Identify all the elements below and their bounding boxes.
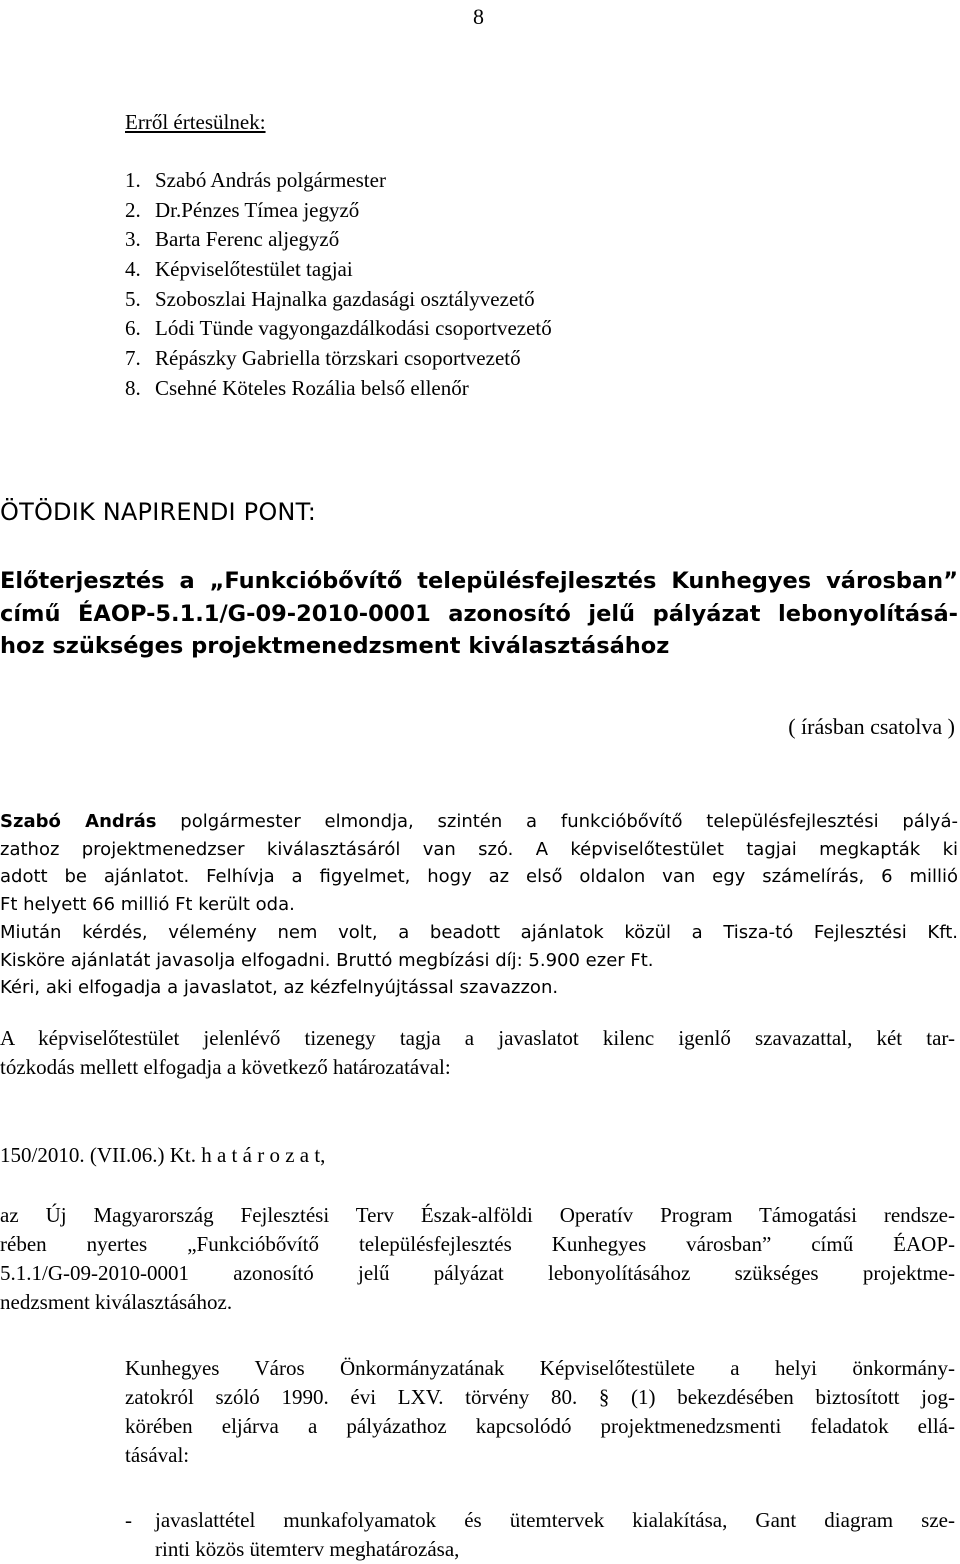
- authority-line: Kunhegyes Város Önkormányzatának Képviselőtestülete a helyi önkormány-: [125, 1356, 955, 1380]
- list-item: 5. Szoboszlai Hajnalka gazdasági osztályvezető: [125, 286, 535, 311]
- list-item: 2. Dr.Pénzes Tímea jegyző: [125, 197, 360, 222]
- dash-marker: -: [125, 1508, 132, 1532]
- resolution-line: rében nyertes „Funkcióbővítő településfejlesztés Kunhegyes városban” című ÉAOP-: [0, 1232, 955, 1256]
- discussion-line: Szabó András polgármester elmondja, szintén a funkcióbővítő településfejlesztési pályá-: [0, 811, 958, 832]
- resolution-line: 5.1.1/G-09-2010-0001 azonosító jelű pályázat lebonyolításához szükséges projektme-: [0, 1261, 955, 1285]
- resolution-word: h a t á r o z a t,: [201, 1143, 326, 1167]
- vote-paragraph: [0, 1024, 955, 1082]
- authority-line: zatokról szóló 1990. évi LXV. törvény 80. § (1) bekezdésében biztosított jog-: [125, 1385, 955, 1409]
- page-number: 8: [473, 4, 484, 29]
- attachment-note: ( írásban csatolva ): [788, 714, 955, 739]
- agenda-subject: [0, 565, 958, 663]
- vote-line: A képviselőtestület jelenlévő tizenegy tagja a javaslatot kilenc igenlő szavazattal, két tar-: [0, 1026, 955, 1050]
- task-list-item: [125, 1506, 955, 1564]
- list-item: 6. Lódi Tünde vagyongazdálkodási csoportvezető: [125, 316, 552, 341]
- discussion-line: adott be ajánlatot. Felhívja a figyelmet, hogy az első oldalon van egy számelírás, 6 millió: [0, 866, 958, 888]
- discussion-paragraph: [0, 808, 958, 1002]
- resolution-number: 150/2010. (VII.06.) Kt. h a t á r o z a t,: [0, 1143, 326, 1167]
- task-line: rinti közös ütemterv meghatározása,: [155, 1537, 460, 1561]
- discussion-line: Kisköre ajánlatát javasolja elfogadni. Bruttó megbízási díj: 5.900 ezer Ft.: [0, 949, 654, 971]
- subject-line: című ÉAOP-5.1.1/G-09-2010-0001 azonosító jelű pályázat lebonyolításá-: [0, 600, 958, 627]
- list-item: 8. Csehné Köteles Rozália belső ellenőr: [125, 375, 469, 400]
- recipient-list: [125, 166, 552, 404]
- list-item: 7. Répászky Gabriella törzskari csoportvezető: [125, 346, 521, 371]
- discussion-line: Miután kérdés, vélemény nem volt, a beadott ajánlatok közül a Tisza-tó Fejlesztési Kft.: [0, 921, 958, 943]
- distribution-heading: Erről értesülnek:: [125, 110, 266, 134]
- discussion-line: zathoz projektmenedzser kiválasztásáról van szó. A képviselőtestület tagjai megkapták ki: [0, 838, 958, 860]
- vote-line: tózkodás mellett elfogadja a következő határozatával:: [0, 1055, 451, 1079]
- authority-paragraph: [125, 1354, 955, 1470]
- list-item: 3. Barta Ferenc aljegyző: [125, 227, 340, 252]
- authority-line: körében eljárva a pályázathoz kapcsolódó projektmenedzsmenti feladatok ellá-: [125, 1414, 955, 1438]
- subject-line: Előterjesztés a „Funkcióbővítő településfejlesztés Kunhegyes városban”: [0, 568, 958, 594]
- resolution-line: az Új Magyarország Fejlesztési Terv Észak-alföldi Operatív Program Támogatási rendsze-: [0, 1203, 955, 1227]
- list-item: 4. Képviselőtestület tagjai: [125, 257, 353, 282]
- authority-line: tásával:: [125, 1443, 190, 1467]
- agenda-heading: ÖTÖDIK NAPIRENDI PONT:: [0, 498, 317, 526]
- discussion-line: Ft helyett 66 millió Ft került oda.: [0, 894, 295, 916]
- list-item: 1. Szabó András polgármester: [125, 168, 386, 192]
- speaker-name: Szabó András: [0, 811, 157, 832]
- task-line: - javaslattétel munkafolyamatok és ütemtervek kialakítása, Gant diagram sze-: [125, 1506, 955, 1535]
- subject-line: hoz szükséges projektmenedzsment kiválasztásához: [0, 633, 670, 659]
- resolution-text: [0, 1201, 955, 1317]
- discussion-line: Kéri, aki elfogadja a javaslatot, az kézfelnyújtással szavazzon.: [0, 977, 559, 999]
- resolution-line: nedzsment kiválasztásához.: [0, 1290, 233, 1314]
